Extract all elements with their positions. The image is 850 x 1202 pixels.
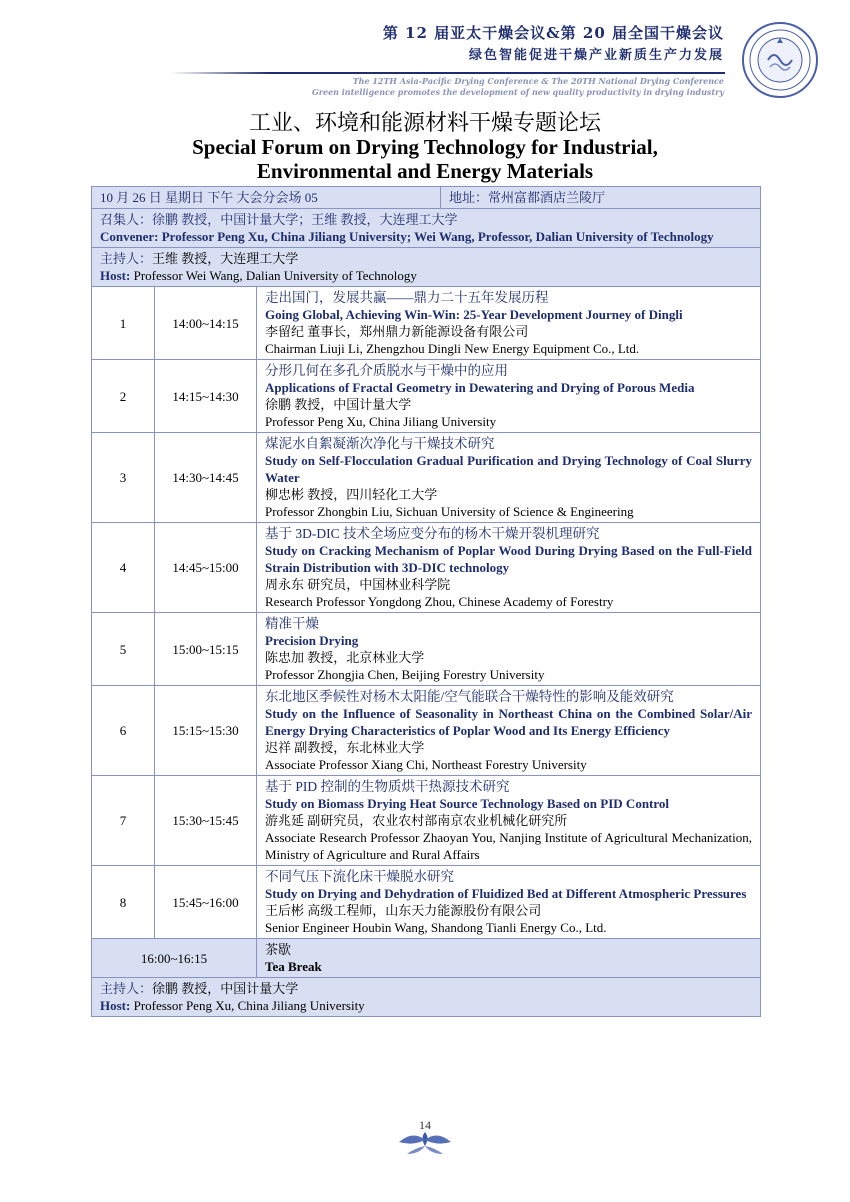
talk-row: [92, 866, 761, 939]
conference-slogan-cn: 绿色智能促进干燥产业新质生产力发展: [468, 48, 724, 63]
talk-title-en: Study on the Influence of Seasonality in Northeast China on the Combined Solar/Air Energy Drying Characteristics of Poplar Wood and Its Energy Efficiency: [265, 706, 753, 738]
talk-row: [92, 776, 761, 866]
session-date-venue: 10 月 26 日 星期日 下午 大会分会场 05: [92, 187, 441, 209]
speaker-cn: 王后彬 高级工程师，山东天力能源股份有限公司: [265, 903, 542, 918]
talk-title-en: Precision Drying: [265, 633, 359, 648]
talk-number: 8: [92, 866, 155, 939]
header-divider: [170, 72, 725, 74]
talk-details: [257, 776, 761, 866]
speaker-cn: 周永东 研究员，中国林业科学院: [265, 577, 451, 592]
speaker-en: Chairman Liuji Li, Zhengzhou Dingli New Energy Equipment Co., Ltd.: [265, 341, 640, 356]
talk-details: [257, 287, 761, 360]
floral-ornament-icon: [392, 1128, 458, 1154]
talk-row: [92, 360, 761, 433]
talk-row: [92, 523, 761, 613]
talk-title-en: Study on Self-Flocculation Gradual Purification and Drying Technology of Coal Slurry Water: [265, 453, 753, 485]
talk-number: 4: [92, 523, 155, 613]
talk-title-cn: 东北地区季候性对杨木太阳能/空气能联合干燥特性的影响及能效研究: [265, 689, 674, 704]
convener-cell: [92, 209, 761, 248]
speaker-en: Professor Zhongjia Chen, Beijing Forestry University: [265, 667, 545, 682]
host-name-en: Professor Wei Wang, Dalian University of Technology: [130, 268, 417, 283]
schedule-table: [91, 186, 761, 1017]
convener-en: Convener: Professor Peng Xu, China Jiliang University; Wei Wang, Professor, Dalian University of Technology: [100, 229, 714, 244]
page-header: [0, 0, 850, 100]
talk-title-en: Study on Drying and Dehydration of Fluidized Bed at Different Atmospheric Pressures: [265, 886, 747, 901]
speaker-en: Professor Peng Xu, China Jiliang University: [265, 414, 497, 429]
speaker-cn: 李留纪 董事长，郑州鼎力新能源设备有限公司: [265, 324, 529, 339]
session-row: [92, 187, 761, 209]
host-name-cn: 徐鹏 教授，中国计量大学: [152, 981, 299, 996]
talk-time: 15:45~16:00: [155, 866, 257, 939]
break-row: [92, 939, 761, 978]
host-cell: [92, 248, 761, 287]
talk-time: 14:15~14:30: [155, 360, 257, 433]
host-name-cn: 王维 教授，大连理工大学: [152, 251, 299, 266]
conference-title-en: The 12TH Asia-Pacific Drying Conference & The 20TH National Drying Conference: [352, 76, 724, 86]
talk-title-cn: 精准干燥: [265, 616, 319, 631]
talk-row: [92, 686, 761, 776]
host-row: [92, 978, 761, 1017]
talk-details: [257, 866, 761, 939]
talk-title-en: Applications of Fractal Geometry in Dewatering and Drying of Porous Media: [265, 380, 695, 395]
speaker-en: Senior Engineer Houbin Wang, Shandong Tianli Energy Co., Ltd.: [265, 920, 607, 935]
talk-time: 14:30~14:45: [155, 433, 257, 523]
host-label-cn: 主持人：: [100, 981, 153, 996]
talk-number: 2: [92, 360, 155, 433]
talk-details: [257, 523, 761, 613]
talk-number: 3: [92, 433, 155, 523]
speaker-cn: 柳忠彬 教授，四川轻化工大学: [265, 487, 438, 502]
talk-number: 6: [92, 686, 155, 776]
talk-title-cn: 分形几何在多孔介质脱水与干燥中的应用: [265, 363, 508, 378]
break-label-cn: 茶歇: [265, 942, 292, 957]
session-location: 地址：常州富都酒店兰陵厅: [441, 187, 761, 209]
conference-slogan-en: Green intelligence promotes the development of new quality productivity in drying industry: [311, 87, 724, 97]
host-cell: [92, 978, 761, 1017]
talk-title-cn: 基于 3D-DIC 技术全场应变分布的杨木干燥开裂机理研究: [265, 526, 600, 541]
talk-time: 15:30~15:45: [155, 776, 257, 866]
talk-title-cn: 不同气压下流化床干燥脱水研究: [265, 869, 454, 884]
talk-title-en: Study on Cracking Mechanism of Poplar Wood During Drying Based on the Full-Field Strain Distribution with 3D-DIC technology: [265, 543, 753, 575]
conference-seal-icon: [740, 20, 820, 100]
talk-title-en: Going Global, Achieving Win-Win: 25-Year Development Journey of Dingli: [265, 307, 683, 322]
host-label-en: Host:: [100, 268, 131, 283]
convener-cn: 召集人：徐鹏 教授，中国计量大学；王维 教授，大连理工大学: [100, 212, 458, 227]
page-number: 14: [419, 1118, 431, 1132]
talk-time: 14:00~14:15: [155, 287, 257, 360]
break-cell: [257, 939, 761, 978]
host-name-en: Professor Peng Xu, China Jiliang University: [130, 998, 365, 1013]
conference-title-cn: 第 12 届亚太干燥会议&第 20 届全国干燥会议: [382, 24, 724, 42]
talk-title-cn: 基于 PID 控制的生物质烘干热源技术研究: [265, 779, 510, 794]
talk-row: [92, 433, 761, 523]
talk-number: 1: [92, 287, 155, 360]
talk-time: 15:15~15:30: [155, 686, 257, 776]
speaker-en: Research Professor Yongdong Zhou, Chinese Academy of Forestry: [265, 594, 614, 609]
forum-title-en-line2: Environmental and Energy Materials: [256, 159, 594, 183]
speaker-en: Associate Research Professor Zhaoyan You, Nanjing Institute of Agricultural Mechanization, Ministry of Agriculture and Rural Affairs: [265, 830, 753, 862]
talk-title-cn: 煤泥水自絮凝渐次净化与干燥技术研究: [265, 436, 495, 451]
talk-details: [257, 686, 761, 776]
host-label-cn: 主持人：: [100, 251, 153, 266]
talks-list: [92, 287, 761, 939]
talk-time: 14:45~15:00: [155, 523, 257, 613]
host-row: [92, 248, 761, 287]
speaker-en: Professor Zhongbin Liu, Sichuan University of Science & Engineering: [265, 504, 634, 519]
forum-title-en: [100, 135, 750, 183]
talk-row: [92, 287, 761, 360]
forum-title-en-line1: Special Forum on Drying Technology for Industrial,: [192, 135, 658, 159]
talk-details: [257, 433, 761, 523]
forum-title-cn: 工业、环境和能源材料干燥专题论坛: [248, 111, 601, 136]
convener-row: [92, 209, 761, 248]
speaker-en: Associate Professor Xiang Chi, Northeast Forestry University: [265, 757, 587, 772]
host-label-en: Host:: [100, 998, 131, 1013]
speaker-cn: 游兆延 副研究员，农业农村部南京农业机械化研究所: [265, 813, 568, 828]
speaker-cn: 陈忠加 教授，北京林业大学: [265, 650, 425, 665]
talk-number: 5: [92, 613, 155, 686]
break-label-en: Tea Break: [265, 959, 322, 974]
speaker-cn: 迟祥 副教授，东北林业大学: [265, 740, 425, 755]
break-time: 16:00~16:15: [92, 939, 257, 978]
talk-title-cn: 走出国门，发展共赢——鼎力二十五年发展历程: [265, 290, 549, 305]
talk-title-en: Study on Biomass Drying Heat Source Technology Based on PID Control: [265, 796, 670, 811]
talk-details: [257, 360, 761, 433]
talk-time: 15:00~15:15: [155, 613, 257, 686]
talk-number: 7: [92, 776, 155, 866]
talk-details: [257, 613, 761, 686]
talk-row: [92, 613, 761, 686]
speaker-cn: 徐鹏 教授，中国计量大学: [265, 397, 412, 412]
